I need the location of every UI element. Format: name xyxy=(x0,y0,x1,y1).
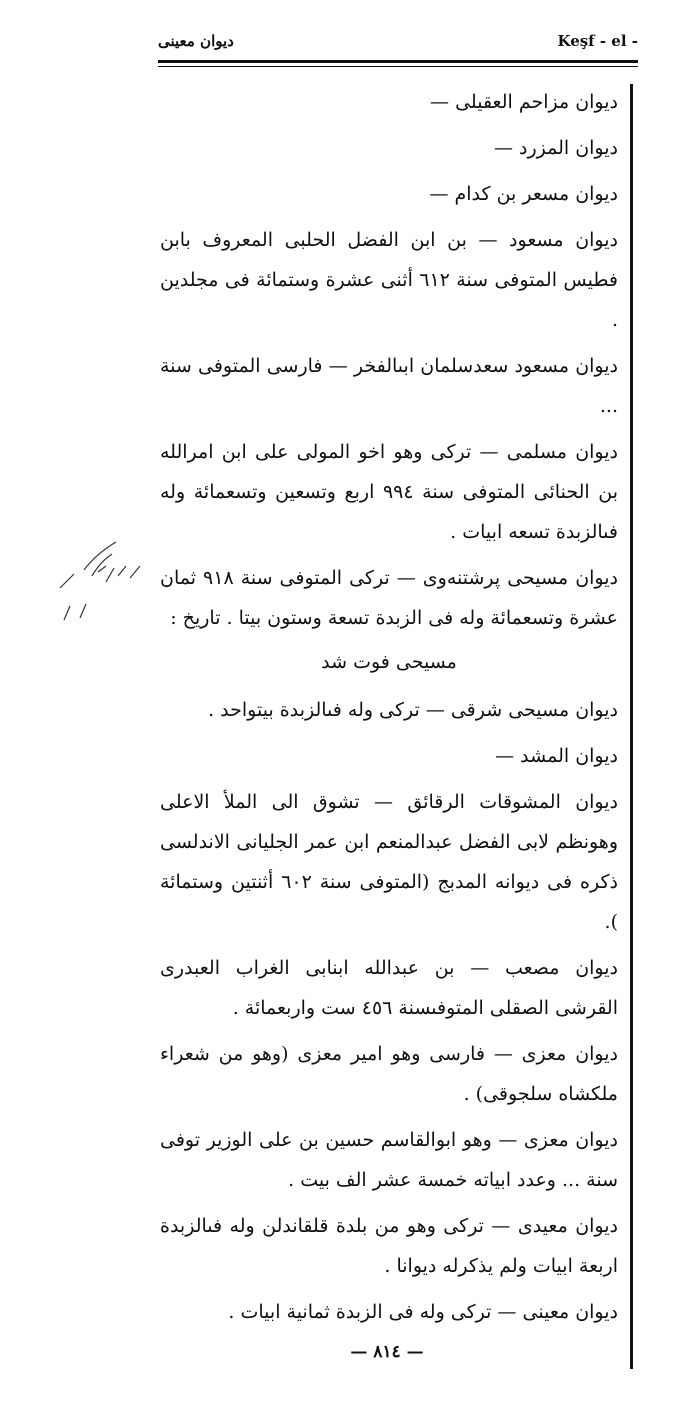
text-column xyxy=(160,82,618,1338)
entry-9: ديوان المشد — xyxy=(495,745,618,767)
entry-15: ديوان معينى — تركى وله فى الزبدة ثمانية ابيات . xyxy=(228,1301,618,1323)
entry-3: ديوان مسعر بن كدام — xyxy=(429,183,618,205)
entry-1: ديوان مزاحم العقيلى — xyxy=(430,91,618,113)
header-section-title: ديوان معينى xyxy=(158,32,234,50)
entry-8: ديوان مسيحى شرقى — تركى وله فىالزبدة بيتواحد . xyxy=(208,699,618,721)
entry-7: ديوان مسيحى پرشتنه‌وى — تركى المتوفى سنة ٩١٨ ثمان عشرة وتسعمائة وله فى الزبدة تسعة وستون بيتا . تاريخ : xyxy=(160,567,618,629)
entry-6: ديوان مسلمى — تركى وهو اخو المولى على ابن امرالله بن الحنائى المتوفى سنة ٩٩٤ اربع وتسعين وتسعمائة وله فىالزبدة تسعه ابيات . xyxy=(160,441,618,543)
entry-13: ديوان معزى — وهو ابوالقاسم حسين بن على الوزير توفى سنة ... وعدد ابياته خمسة عشر الف بيت . xyxy=(160,1129,618,1191)
header-rule-thick xyxy=(158,60,638,63)
handwritten-marginal-note xyxy=(40,536,160,626)
entry-2: ديوان المزرد — xyxy=(493,137,618,159)
entry-14: ديوان معيدى — تركى وهو من بلدة قلقاندلن وله فىالزبدة اربعة ابيات ولم يذكرله ديوانا . xyxy=(160,1215,618,1277)
header-rule-thin xyxy=(158,66,638,67)
verse-line: مسيحى فوت شد xyxy=(321,651,457,673)
entry-12: ديوان معزى — فارسى وهو امير معزى (وهو من شعراء ملكشاه سلجوقى) . xyxy=(160,1043,618,1105)
header-book-title: Keşf - el - xyxy=(557,32,638,50)
entry-4: ديوان مسعود — بن ابن الفضل الحلبى المعروف بابن فطيس المتوفى سنة ٦١٢ أثنى عشرة وستمائة فى مجلدين . xyxy=(160,229,618,331)
entry-5: ديوان مسعود سعدسلمان ابىالفخر — فارسى المتوفى سنة ... xyxy=(160,355,618,417)
margin-line xyxy=(630,84,633,1369)
entry-11: ديوان مصعب — بن عبدالله ابنابى الغراب العبدرى القرشى الصقلى المتوفىسنة ٤٥٦ ست واربعمائة . xyxy=(160,957,618,1019)
entry-10: ديوان المشوقات الرقائق — تشوق الى الملأ الاعلى وهونظم لابى الفضل عبدالمنعم ابن عمر الجليانى الاندلسى ذكره فى ديوانه المدبج (المتوفى سنة ٦٠٢ أثنتين وستمائة ). xyxy=(160,791,618,933)
page-number: — ٨١٤ — xyxy=(350,1342,424,1362)
